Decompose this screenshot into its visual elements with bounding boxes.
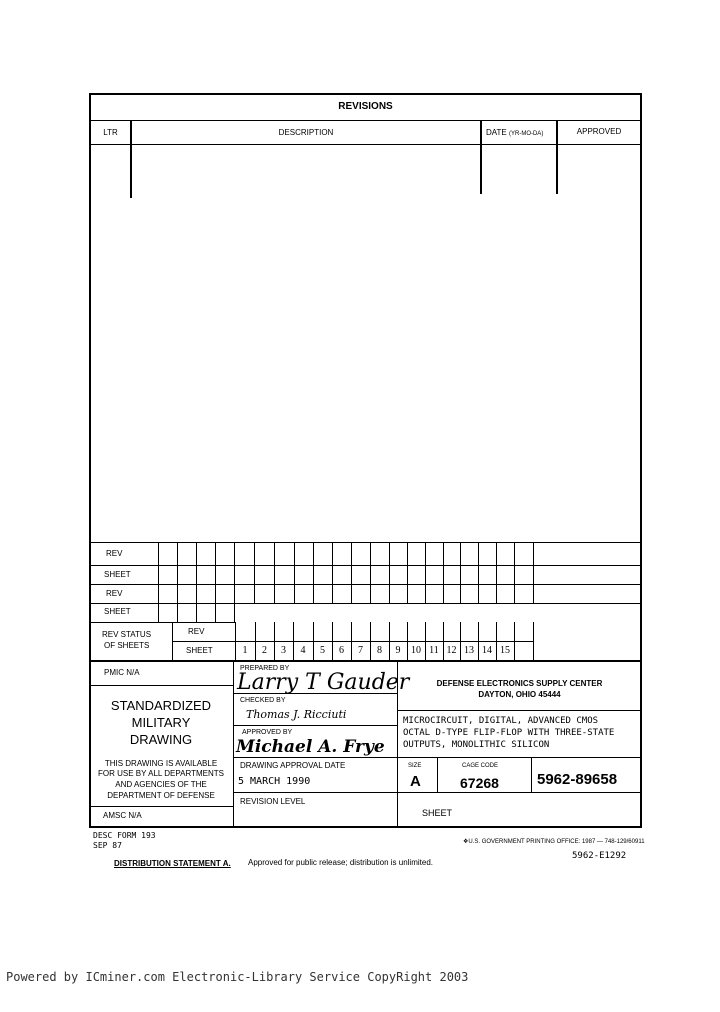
rule [89,144,642,145]
size-value: A [410,773,421,790]
drawing-line: DRAWING [129,732,193,747]
grid-column-line [234,543,235,622]
rule [480,121,482,194]
standardized-line: STANDARDIZED [110,698,212,713]
grid-column-line [389,543,390,603]
grid-line [89,565,642,566]
rule [89,806,233,807]
cage-code: 67268 [460,775,499,791]
distribution-label: DISTRIBUTION STATEMENT A. [114,859,231,868]
sheet-number: 9 [395,645,401,656]
description-line: MICROCIRCUIT, DIGITAL, ADVANCED CMOS [403,716,599,726]
grid-column-line [370,543,371,603]
revision-level-label: REVISION LEVEL [240,797,306,806]
description-line: OCTAL D-TYPE FLIP-FLOP WITH THREE-STATE [403,728,615,738]
amsc: AMSC N/A [103,811,142,820]
grid-column-line [533,622,534,660]
rev-label: REV [188,627,205,636]
rule [397,757,642,758]
availability-text: DEPARTMENT OF DEFENSE [107,791,215,800]
grid-column-line [313,543,314,603]
sheet-label: SHEET [422,808,453,818]
military-line: MILITARY [131,715,191,730]
grid-column-line [351,543,352,603]
rule [233,757,397,758]
form-number: DESC FORM 193 [93,831,156,840]
rule [233,662,234,826]
col-date-format: (YR-MO-DA) [508,131,544,137]
rev-label: REV [106,549,123,558]
grid-column-line [177,543,178,622]
grid-column-line [514,543,515,603]
sheet-number: 7 [358,645,363,656]
grid-column-line [196,543,197,622]
sheet-number: 3 [281,645,286,656]
revisions-title: REVISIONS [338,101,393,112]
pmic: PMIC N/A [104,668,140,677]
agency-name: DEFENSE ELECTRONICS SUPPLY CENTER [436,679,603,688]
grid-column-line [514,622,515,660]
frame-right [640,93,642,828]
sheet-label: SHEET [104,570,131,579]
sheet-number: 6 [339,645,344,656]
rule [397,710,642,711]
sheet-number: 15 [500,645,510,656]
grid-line [89,542,642,543]
grid-column-line [425,543,426,603]
frame-bottom [89,826,642,828]
of-sheets-label: OF SHEETS [104,641,150,650]
grid-column-line [254,543,255,603]
grid-column-line [460,543,461,603]
drawing-number: 5962-89658 [537,771,618,788]
sheet-number: 8 [377,645,382,656]
sheet-label: SHEET [186,646,213,655]
sheet-number: 10 [411,645,421,656]
grid-column-line [496,543,497,603]
grid-line [89,660,642,662]
sheet-number: 4 [300,645,306,656]
col-ltr: LTR [103,128,118,137]
grid-line [89,584,642,585]
grid-line [89,622,235,623]
sheet-number: 13 [464,645,474,656]
cage-code-label: CAGE CODE [462,763,499,769]
approval-date-label: DRAWING APPROVAL DATE [240,761,346,770]
rule [89,685,233,686]
rule [531,757,532,792]
rule [233,792,642,793]
sheet-number: 2 [262,645,267,656]
grid-column-line [158,543,159,622]
sheet-number: 11 [429,645,439,656]
grid-column-line [274,543,275,603]
form-date: SEP 87 [93,841,122,850]
rule [233,725,397,726]
grid-column-line [294,543,295,603]
approved-by-signature: Michael A. Frye [236,737,385,757]
description-line: OUTPUTS, MONOLITHIC SILICON [403,740,550,750]
grid-column-line [443,543,444,603]
checked-by-label: CHECKED BY [240,697,286,704]
availability-text: FOR USE BY ALL DEPARTMENTS [98,769,224,778]
rule [89,120,642,121]
grid-column-line [215,543,216,622]
grid-column-line [407,543,408,603]
sheet-label: SHEET [104,607,131,616]
sheet-number: 5 [320,645,325,656]
availability-text: THIS DRAWING IS AVAILABLE [104,759,218,768]
col-description: DESCRIPTION [278,128,334,137]
sheet-number: 12 [446,645,457,656]
col-approved: APPROVED [576,127,622,136]
approval-date: 5 MARCH 1990 [238,776,311,787]
size-label: SIZE [408,763,422,769]
approved-by-label: APPROVED BY [242,729,293,736]
document-reference: 5962-E1292 [572,851,627,861]
sheet-number: 1 [242,645,248,656]
rule [437,757,438,792]
col-date-label: DATE [486,128,507,137]
distribution-text: Approved for public release; distribution is unlimited. [248,858,433,867]
powered-by-watermark: Powered by ICminer.com Electronic-Library Service CopyRight 2003 [6,970,469,984]
availability-text: AND AGENCIES OF THE [115,780,207,789]
rev-status-label: REV STATUS [102,630,152,639]
checked-by-signature: Thomas J. Ricciuti [246,708,347,721]
sheet-number: 14 [482,645,492,656]
gpo-notice: ❖U.S. GOVERNMENT PRINTING OFFICE: 1987 — 748-129/60911 [463,839,645,845]
prepared-by-label: PREPARED BY [240,665,290,672]
grid-line [89,603,642,604]
col-date [486,128,543,137]
grid-line [172,622,173,660]
grid-column-line [533,543,534,603]
frame-top [89,93,642,95]
grid-column-line [478,543,479,603]
agency-address: DAYTON, OHIO 45444 [478,690,561,699]
rev-label: REV [106,589,123,598]
prepared-by-signature: Larry T Gauder [237,670,410,695]
grid-column-line [332,543,333,603]
